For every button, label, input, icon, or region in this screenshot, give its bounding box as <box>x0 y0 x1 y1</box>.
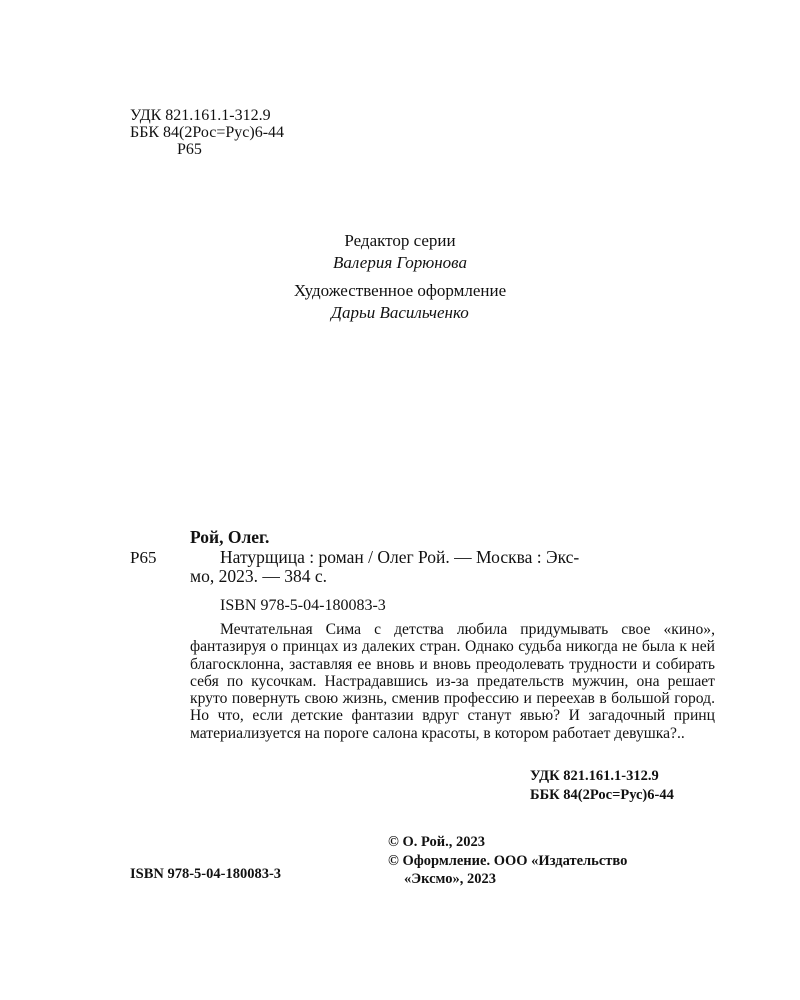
copyright-block <box>388 833 627 889</box>
header-bbk: ББК 84(2Рос=Рус)6-44 <box>130 124 285 141</box>
record-isbn: ISBN 978-5-04-180083-3 <box>220 597 386 614</box>
header-author-mark: Р65 <box>177 141 202 158</box>
header-udk: УДК 821.161.1-312.9 <box>130 107 271 124</box>
record-udk: УДК 821.161.1-312.9 <box>530 768 659 784</box>
record-bbk: ББК 84(2Рос=Рус)6-44 <box>530 787 674 803</box>
series-editor-role: Редактор серии <box>344 231 456 250</box>
title-line-2: мо, 2023. — 384 с. <box>190 566 327 586</box>
author-heading: Рой, Олег. <box>190 527 270 547</box>
copyright-design-line-2: «Эксмо», 2023 <box>404 871 496 887</box>
series-editor-credit <box>0 230 800 274</box>
footer-isbn: ISBN 978-5-04-180083-3 <box>130 866 282 882</box>
copyright-author: © О. Рой., 2023 <box>388 834 485 850</box>
record-author-mark: Р65 <box>130 548 157 567</box>
title-line-1: Натурщица : роман / Олег Рой. — Москва : Экс- <box>220 547 580 567</box>
abstract-text: Мечтательная Сима с детства любила придумывать свое «кино», фантазируя о принцах из далеких стран. Однако судьба никогда не была к ней благосклонна, заставляя ее вновь и вновь преодолевать трудности и собирать себя по кусочкам. Настрадавшись из-за предательств мужчин, она решает круто повернуть свою жизнь, сменив профессию и переехав в большой город. Но что, если детские фантазии вдруг станут явью? И загадочный принц материализуется на пороге салона красоты, в котором работает девушка?.. <box>190 621 715 742</box>
series-editor-name: Валерия Горюнова <box>333 253 467 272</box>
copyright-design-line-1: © Оформление. ООО «Издательство <box>388 852 628 869</box>
design-role: Художественное оформление <box>293 281 507 300</box>
record-codes <box>530 767 674 805</box>
design-credit <box>0 280 800 324</box>
design-name: Дарьи Васильченко <box>331 303 469 322</box>
